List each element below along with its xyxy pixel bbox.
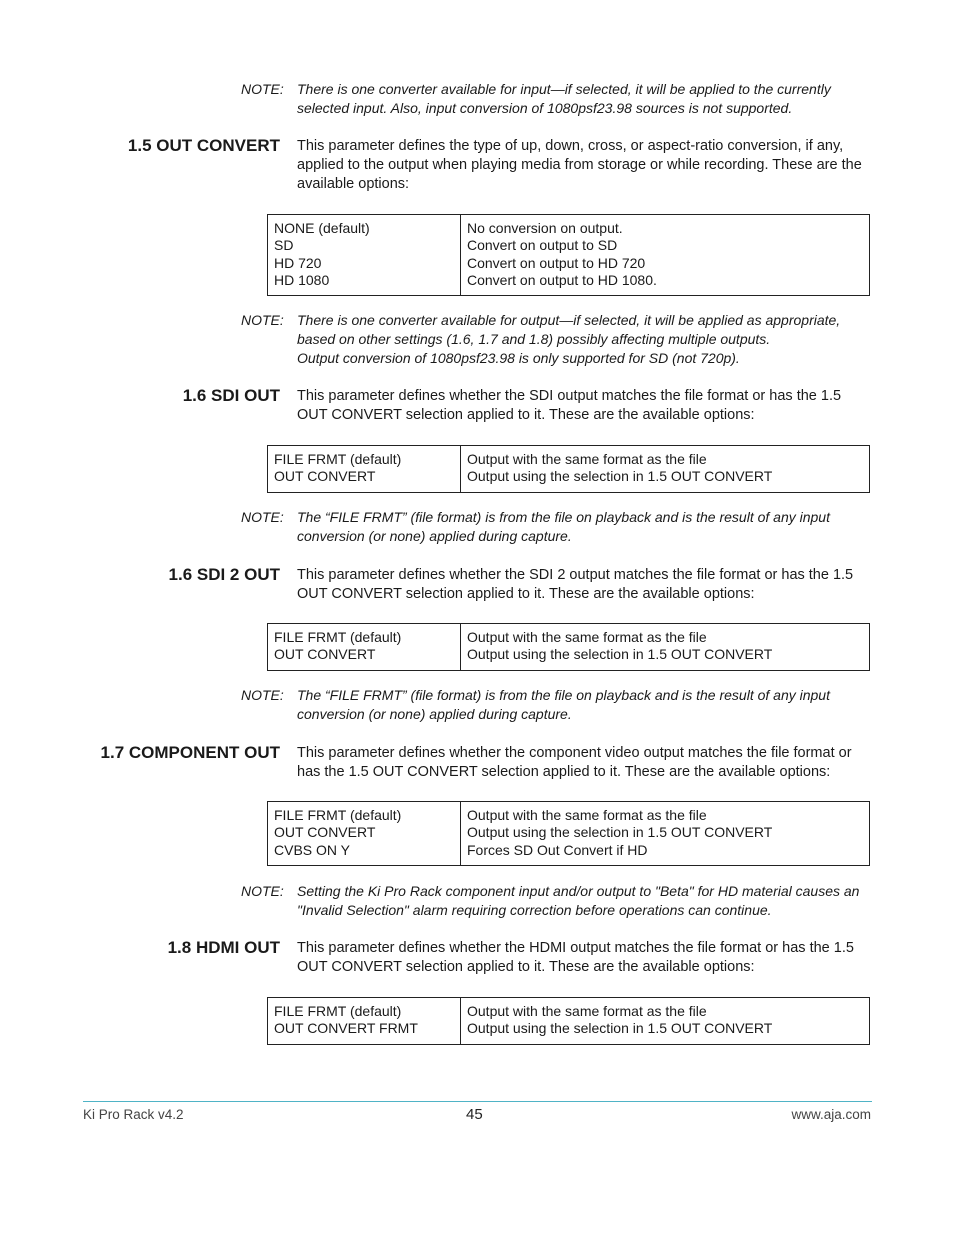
- option-description: Output with the same format as the file: [467, 451, 707, 467]
- descriptions-cell: [461, 215, 870, 296]
- section-heading-sdi-out: 1.6 SDI OUT: [182, 386, 280, 405]
- descriptions-cell: [461, 624, 870, 671]
- descriptions-cell: [461, 998, 870, 1045]
- note-label: NOTE:: [241, 883, 284, 899]
- option-description: Output with the same format as the file: [467, 629, 707, 645]
- option-value: OUT CONVERT: [274, 468, 376, 485]
- note-text: [297, 686, 867, 724]
- option-value: NONE (default): [274, 220, 370, 236]
- table-row: [268, 215, 870, 296]
- section-body: [297, 744, 872, 782]
- page-number: 45: [466, 1106, 483, 1123]
- body-line: This parameter defines whether the SDI output matches the file format or has the 1.5: [297, 388, 842, 404]
- body-line: This parameter defines whether the component video output matches the file format or: [297, 745, 852, 761]
- options-table-hdmi-out: [267, 997, 870, 1045]
- options-cell: [268, 998, 461, 1045]
- option-value: FILE FRMT (default): [274, 807, 402, 823]
- section-heading-hdmi-out: 1.8 HDMI OUT: [167, 938, 280, 957]
- option-description: Output using the selection in 1.5 OUT CONVERT: [467, 646, 773, 663]
- descriptions-cell: [461, 802, 870, 866]
- footer-product-version: Ki Pro Rack v4.2: [83, 1107, 184, 1122]
- body-line: available options:: [297, 176, 410, 192]
- body-line: This parameter defines whether the SDI 2 output matches the file format or has the 1.5: [297, 567, 854, 583]
- option-value: HD 1080: [274, 271, 330, 288]
- section-heading-out-convert: 1.5 OUT CONVERT: [127, 136, 280, 155]
- note-label: NOTE:: [241, 81, 284, 97]
- section-heading-component-out: 1.7 COMPONENT OUT: [100, 743, 280, 762]
- option-value: FILE FRMT (default): [274, 629, 402, 645]
- options-table-component-out: [267, 801, 870, 866]
- section-heading-sdi-2-out: 1.6 SDI 2 OUT: [168, 565, 280, 584]
- note-line: conversion (or none) applied during capture.: [297, 706, 572, 722]
- option-value: OUT CONVERT FRMT: [274, 1020, 418, 1037]
- note-line: There is one converter available for output—if selected, it will be applied as appropriate,: [297, 312, 841, 328]
- option-description: No conversion on output.: [467, 220, 623, 236]
- option-value: FILE FRMT (default): [274, 451, 402, 467]
- options-cell: [268, 624, 461, 671]
- note-line: Setting the Ki Pro Rack component input and/or output to "Beta" for HD material causes an: [297, 883, 860, 899]
- option-value: OUT CONVERT: [274, 824, 376, 841]
- options-cell: [268, 802, 461, 866]
- options-cell: [268, 446, 461, 493]
- note-label: NOTE:: [241, 509, 284, 525]
- note-line: "Invalid Selection" alarm requiring correction before operations can continue.: [297, 902, 772, 918]
- option-value: CVBS ON Y: [274, 841, 350, 858]
- option-description: Output with the same format as the file: [467, 807, 707, 823]
- table-row: [268, 624, 870, 671]
- section-body: [297, 137, 872, 194]
- option-description: Output with the same format as the file: [467, 1003, 707, 1019]
- option-description: Output using the selection in 1.5 OUT CONVERT: [467, 1020, 773, 1037]
- note-line: Output conversion of 1080psf23.98 is only supported for SD (not 720p).: [297, 350, 740, 366]
- option-description: Output using the selection in 1.5 OUT CONVERT: [467, 824, 773, 841]
- options-table-sdi-2-out: [267, 623, 870, 671]
- option-value: OUT CONVERT: [274, 646, 376, 663]
- options-table-out-convert: [267, 214, 870, 296]
- footer-website-link[interactable]: www.aja.com: [791, 1107, 871, 1122]
- body-line: OUT CONVERT selection applied to it. These are the available options:: [297, 586, 755, 602]
- body-line: This parameter defines the type of up, down, cross, or aspect-ratio conversion, if any,: [297, 138, 844, 154]
- footer-divider: [83, 1101, 872, 1102]
- option-description: Output using the selection in 1.5 OUT CONVERT: [467, 468, 773, 485]
- option-description: Convert on output to HD 720: [467, 254, 646, 271]
- section-body: [297, 566, 872, 604]
- option-value: HD 720: [274, 254, 322, 271]
- option-value: FILE FRMT (default): [274, 1003, 402, 1019]
- note-line: conversion (or none) applied during capture.: [297, 528, 572, 544]
- note-line: There is one converter available for input—if selected, it will be applied to the currently: [297, 81, 831, 97]
- note-line: based on other settings (1.6, 1.7 and 1.8) possibly affecting multiple outputs.: [297, 331, 771, 347]
- option-description: Convert on output to SD: [467, 237, 618, 254]
- table-row: [268, 802, 870, 866]
- note-label: NOTE:: [241, 312, 284, 328]
- section-body: [297, 939, 872, 977]
- section-body: [297, 387, 872, 425]
- body-line: applied to the output when playing media from storage or while recording. These are the: [297, 157, 862, 173]
- option-description: Forces SD Out Convert if HD: [467, 841, 648, 858]
- note-text: [297, 80, 867, 118]
- note-text: [297, 882, 867, 920]
- note-text: [297, 508, 867, 546]
- body-line: OUT CONVERT selection applied to it. These are the available options:: [297, 959, 755, 975]
- option-value: SD: [274, 237, 294, 254]
- descriptions-cell: [461, 446, 870, 493]
- body-line: OUT CONVERT selection applied to it. These are the available options:: [297, 407, 755, 423]
- body-line: This parameter defines whether the HDMI output matches the file format or has the 1.5: [297, 940, 854, 956]
- note-line: selected input. Also, input conversion of 1080psf23.98 sources is not supported.: [297, 100, 793, 116]
- options-cell: [268, 215, 461, 296]
- note-label: NOTE:: [241, 687, 284, 703]
- option-description: Convert on output to HD 1080.: [467, 271, 657, 288]
- note-line: The “FILE FRMT” (file format) is from the file on playback and is the result of any input: [297, 687, 830, 703]
- note-line: The “FILE FRMT” (file format) is from the file on playback and is the result of any input: [297, 509, 830, 525]
- table-row: [268, 998, 870, 1045]
- body-line: has the 1.5 OUT CONVERT selection applied to it. These are the available options:: [297, 764, 831, 780]
- options-table-sdi-out: [267, 445, 870, 493]
- table-row: [268, 446, 870, 493]
- note-text: [297, 311, 867, 368]
